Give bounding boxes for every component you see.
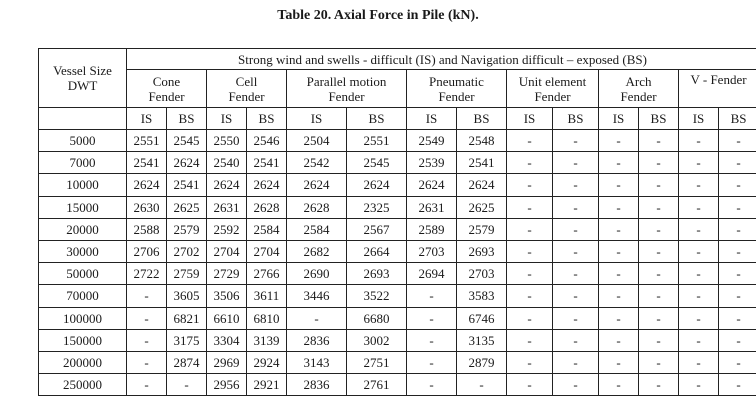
axial-force-cell: 2541 [247, 152, 287, 174]
axial-force-cell: - [599, 285, 639, 307]
axial-force-cell: - [639, 174, 679, 196]
axial-force-cell: 2625 [167, 196, 207, 218]
axial-force-cell: 2631 [207, 196, 247, 218]
axial-force-cell: 3139 [247, 329, 287, 351]
axial-force-cell: 2624 [407, 174, 457, 196]
axial-force-cell: - [127, 329, 167, 351]
axial-force-cell: 2545 [167, 130, 207, 152]
table-caption: Table 20. Axial Force in Pile (kN). [277, 8, 479, 23]
table-body [39, 130, 756, 396]
axial-force-cell: 6746 [457, 307, 507, 329]
axial-force-cell: - [639, 240, 679, 262]
axial-force-cell: 6810 [247, 307, 287, 329]
table-row [39, 152, 756, 174]
bs-header: BS [167, 108, 207, 130]
axial-force-cell: - [719, 307, 756, 329]
axial-force-cell: 2630 [127, 196, 167, 218]
axial-force-cell: - [507, 218, 553, 240]
axial-force-cell: - [599, 240, 639, 262]
header-row-group [39, 49, 756, 70]
axial-force-cell: 2921 [247, 374, 287, 396]
axial-force-cell: - [127, 351, 167, 373]
axial-force-cell: - [719, 285, 756, 307]
axial-force-cell: - [719, 329, 756, 351]
axial-force-cell: - [507, 285, 553, 307]
axial-force-cell: 2539 [407, 152, 457, 174]
axial-force-cell: 2550 [207, 130, 247, 152]
axial-force-cell: 3605 [167, 285, 207, 307]
axial-force-cell: - [167, 374, 207, 396]
axial-force-cell: 2548 [457, 130, 507, 152]
table-row [39, 174, 756, 196]
axial-force-cell: 2624 [347, 174, 407, 196]
bs-header: BS [639, 108, 679, 130]
axial-force-cell: 2579 [457, 218, 507, 240]
axial-force-cell: 2924 [247, 351, 287, 373]
axial-force-cell: 2664 [347, 240, 407, 262]
axial-force-cell: 2624 [167, 152, 207, 174]
axial-force-cell: - [639, 351, 679, 373]
is-header: IS [599, 108, 639, 130]
axial-force-cell: - [599, 152, 639, 174]
vessel-size-header [39, 49, 127, 108]
axial-force-cell: 2579 [167, 218, 207, 240]
table-row [39, 351, 756, 373]
bs-header: BS [553, 108, 599, 130]
is-header: IS [127, 108, 167, 130]
axial-force-cell: - [599, 130, 639, 152]
axial-force-cell: 2631 [407, 196, 457, 218]
axial-force-cell: 2694 [407, 263, 457, 285]
vessel-size-cell: 50000 [39, 263, 127, 285]
axial-force-cell: - [719, 152, 756, 174]
vessel-size-cell: 20000 [39, 218, 127, 240]
table-row [39, 285, 756, 307]
axial-force-cell: - [553, 351, 599, 373]
axial-force-cell: - [679, 263, 719, 285]
axial-force-cell: - [553, 218, 599, 240]
table-row [39, 240, 756, 262]
axial-force-cell: 2969 [207, 351, 247, 373]
vessel-size-cell: 150000 [39, 329, 127, 351]
axial-force-cell: - [287, 307, 347, 329]
axial-force-cell: - [507, 130, 553, 152]
axial-force-cell: - [679, 307, 719, 329]
axial-force-cell: 2551 [347, 130, 407, 152]
axial-force-cell: - [639, 196, 679, 218]
axial-force-cell: - [639, 130, 679, 152]
axial-force-cell: - [407, 374, 457, 396]
axial-force-cell: 2704 [207, 240, 247, 262]
axial-force-cell: 6610 [207, 307, 247, 329]
axial-force-cell: - [553, 263, 599, 285]
axial-force-cell: - [679, 174, 719, 196]
table-row [39, 130, 756, 152]
axial-force-cell: - [719, 218, 756, 240]
axial-force-cell: - [719, 240, 756, 262]
axial-force-cell: - [553, 285, 599, 307]
vessel-size-cell: 5000 [39, 130, 127, 152]
axial-force-cell: - [639, 152, 679, 174]
bs-header: BS [247, 108, 287, 130]
axial-force-cell: - [679, 152, 719, 174]
axial-force-cell: 3506 [207, 285, 247, 307]
axial-force-cell: 3583 [457, 285, 507, 307]
axial-force-cell: - [507, 240, 553, 262]
axial-force-cell: 2592 [207, 218, 247, 240]
is-header: IS [407, 108, 457, 130]
axial-force-cell: - [553, 174, 599, 196]
axial-force-cell: - [553, 374, 599, 396]
table-row [39, 374, 756, 396]
axial-force-cell: - [507, 174, 553, 196]
bs-header: BS [719, 108, 756, 130]
axial-force-cell: 3135 [457, 329, 507, 351]
axial-force-cell: - [679, 196, 719, 218]
axial-force-cell: 3175 [167, 329, 207, 351]
axial-force-cell: 2325 [347, 196, 407, 218]
axial-force-cell: 2625 [457, 196, 507, 218]
axial-force-cell: - [407, 307, 457, 329]
axial-force-cell: 3611 [247, 285, 287, 307]
axial-force-cell: - [679, 240, 719, 262]
vessel-size-cell: 15000 [39, 196, 127, 218]
axial-force-cell: 2704 [247, 240, 287, 262]
axial-force-cell: 2504 [287, 130, 347, 152]
bs-header: BS [347, 108, 407, 130]
axial-force-cell: - [639, 285, 679, 307]
axial-force-cell: 2541 [127, 152, 167, 174]
axial-force-cell: - [407, 285, 457, 307]
axial-force-cell: - [599, 351, 639, 373]
axial-force-cell: 3002 [347, 329, 407, 351]
axial-force-cell: 2836 [287, 329, 347, 351]
axial-force-cell: - [639, 307, 679, 329]
axial-force-cell: - [639, 218, 679, 240]
bs-header: BS [457, 108, 507, 130]
axial-force-cell: 2624 [457, 174, 507, 196]
axial-force-cell: - [719, 374, 756, 396]
axial-force-cell: 2584 [247, 218, 287, 240]
axial-force-cell: - [507, 196, 553, 218]
axial-force-cell: - [679, 329, 719, 351]
vessel-size-cell: 100000 [39, 307, 127, 329]
axial-force-cell: - [599, 329, 639, 351]
axial-force-cell: - [719, 351, 756, 373]
axial-force-cell: 3304 [207, 329, 247, 351]
axial-force-cell: 2567 [347, 218, 407, 240]
vessel-size-line2: DWT [67, 78, 98, 93]
axial-force-cell: 2584 [287, 218, 347, 240]
axial-force-cell: 2836 [287, 374, 347, 396]
axial-force-cell: - [719, 196, 756, 218]
axial-force-cell: 2541 [457, 152, 507, 174]
axial-force-cell: 2759 [167, 263, 207, 285]
axial-force-cell: 2874 [167, 351, 207, 373]
axial-force-cell: 2589 [407, 218, 457, 240]
table-row [39, 263, 756, 285]
is-header: IS [507, 108, 553, 130]
vessel-size-cell: 70000 [39, 285, 127, 307]
axial-force-cell: 2690 [287, 263, 347, 285]
axial-force-cell: 2706 [127, 240, 167, 262]
axial-force-cell: 2541 [167, 174, 207, 196]
axial-force-cell: - [679, 285, 719, 307]
axial-force-cell: - [127, 374, 167, 396]
axial-force-cell: 2766 [247, 263, 287, 285]
axial-force-cell: - [553, 152, 599, 174]
fender-header-cell: Cell Fender [207, 70, 287, 108]
axial-force-cell: 2703 [407, 240, 457, 262]
axial-force-cell: 2879 [457, 351, 507, 373]
axial-force-cell: 2624 [207, 174, 247, 196]
header-row-is-bs [39, 108, 756, 130]
axial-force-cell: 2545 [347, 152, 407, 174]
axial-force-cell: 2956 [207, 374, 247, 396]
is-header: IS [207, 108, 247, 130]
axial-force-cell: 3446 [287, 285, 347, 307]
axial-force-cell: 2551 [127, 130, 167, 152]
axial-force-cell: 2702 [167, 240, 207, 262]
axial-force-cell: 2542 [287, 152, 347, 174]
condition-group-header: Strong wind and swells - difficult (IS) and Navigation difficult – exposed (BS) [127, 49, 756, 70]
axial-force-cell: - [407, 351, 457, 373]
axial-force-cell: - [719, 130, 756, 152]
axial-force-cell: - [407, 329, 457, 351]
axial-force-cell: - [599, 263, 639, 285]
vessel-size-cell: 30000 [39, 240, 127, 262]
axial-force-cell: - [553, 307, 599, 329]
vessel-size-cell: 250000 [39, 374, 127, 396]
axial-force-cell: 2624 [127, 174, 167, 196]
axial-force-cell: - [457, 374, 507, 396]
is-header: IS [287, 108, 347, 130]
axial-force-cell: - [639, 329, 679, 351]
vessel-size-line1: Vessel Size [53, 63, 112, 78]
axial-force-cell: 2540 [207, 152, 247, 174]
axial-force-cell: 2588 [127, 218, 167, 240]
axial-force-cell: 2549 [407, 130, 457, 152]
vessel-size-cell: 10000 [39, 174, 127, 196]
axial-force-cell: 2546 [247, 130, 287, 152]
axial-force-cell: - [553, 130, 599, 152]
axial-force-cell: - [599, 307, 639, 329]
axial-force-cell: - [679, 130, 719, 152]
axial-force-cell: - [679, 374, 719, 396]
axial-force-cell: - [639, 263, 679, 285]
axial-force-cell: - [507, 329, 553, 351]
axial-force-cell: 2722 [127, 263, 167, 285]
axial-force-cell: 2693 [457, 240, 507, 262]
vessel-size-cell: 7000 [39, 152, 127, 174]
axial-force-cell: 2761 [347, 374, 407, 396]
axial-force-cell: - [599, 218, 639, 240]
fender-header-pneumatic: Pneumatic Fender [407, 70, 507, 108]
fender-header-arch: Arch Fender [599, 70, 679, 108]
axial-force-cell: 6821 [167, 307, 207, 329]
table-row [39, 196, 756, 218]
axial-force-cell: 2624 [247, 174, 287, 196]
empty-header-cell [39, 108, 127, 130]
vessel-size-cell: 200000 [39, 351, 127, 373]
axial-force-cell: - [127, 307, 167, 329]
axial-force-cell: 2693 [347, 263, 407, 285]
axial-force-cell: - [127, 285, 167, 307]
header-row-fenders [39, 70, 756, 108]
fender-header-v-fender: V - Fender [679, 70, 756, 108]
axial-force-cell: 2624 [287, 174, 347, 196]
axial-force-cell: 2628 [247, 196, 287, 218]
axial-force-cell: - [507, 307, 553, 329]
axial-force-cell: - [719, 174, 756, 196]
axial-force-cell: - [553, 240, 599, 262]
axial-force-table [38, 48, 756, 396]
axial-force-cell: 2703 [457, 263, 507, 285]
table-row [39, 329, 756, 351]
axial-force-cell: - [507, 351, 553, 373]
axial-force-cell: - [679, 218, 719, 240]
axial-force-cell: - [599, 196, 639, 218]
table-row [39, 307, 756, 329]
axial-force-cell: - [639, 374, 679, 396]
axial-force-cell: 6680 [347, 307, 407, 329]
axial-force-cell: - [507, 263, 553, 285]
axial-force-cell: - [599, 174, 639, 196]
axial-force-cell: 2729 [207, 263, 247, 285]
is-header: IS [679, 108, 719, 130]
fender-header-cone: Cone Fender [127, 70, 207, 108]
axial-force-cell: 2628 [287, 196, 347, 218]
axial-force-cell: 3522 [347, 285, 407, 307]
axial-force-cell: - [553, 329, 599, 351]
axial-force-cell: - [599, 374, 639, 396]
table-row [39, 218, 756, 240]
axial-force-cell: 2682 [287, 240, 347, 262]
axial-force-cell: - [507, 374, 553, 396]
axial-force-cell: 2751 [347, 351, 407, 373]
axial-force-cell: - [719, 263, 756, 285]
fender-header-parallel-motion: Parallel motion Fender [287, 70, 407, 108]
axial-force-cell: - [507, 152, 553, 174]
fender-header-unit-element: Unit element Fender [507, 70, 599, 108]
axial-force-cell: 3143 [287, 351, 347, 373]
axial-force-cell: - [553, 196, 599, 218]
axial-force-cell: - [679, 351, 719, 373]
